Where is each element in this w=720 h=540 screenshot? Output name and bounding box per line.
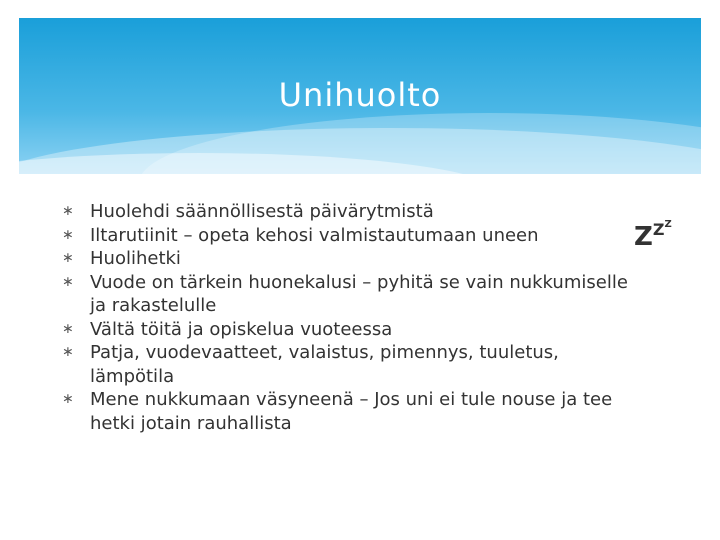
bullet-text: Huolehdi säännöllisestä päivärytmistä (90, 201, 434, 222)
bullet-text: Vuode on tärkein huonekalusi – pyhitä se vain nukkumiselle ja rakastelulle (90, 271, 628, 316)
bullet-text: Huolihetki (90, 248, 181, 269)
bullet-marker: ∗ (62, 250, 74, 266)
title-banner (19, 18, 701, 174)
list-item (62, 318, 642, 342)
list-item (62, 341, 642, 388)
bullet-marker: ∗ (62, 320, 74, 337)
bullet-text: Vältä töitä ja opiskelua vuoteessa (90, 318, 393, 340)
slide-title: Unihuolto (278, 76, 442, 114)
list-item (62, 271, 642, 318)
bullet-marker: ∗ (62, 226, 74, 243)
bullet-marker: ∗ (62, 203, 74, 219)
bullet-text: Mene nukkumaan väsyneenä – Jos uni ei tule nouse ja tee hetki jotain rauhallista (90, 389, 613, 434)
list-item (62, 200, 642, 224)
list-item (62, 224, 642, 248)
bullet-marker: ∗ (62, 391, 74, 407)
zzz-icon: $ZZ^Z$ (634, 219, 672, 252)
bullet-marker: ∗ (62, 344, 74, 360)
bullet-text: Iltarutiinit – opeta kehosi valmistautumaan uneen (90, 224, 539, 246)
list-item (62, 388, 642, 435)
list-item (62, 247, 642, 271)
bullet-list (62, 200, 642, 435)
bullet-marker: ∗ (62, 273, 74, 290)
bullet-text: Patja, vuodevaatteet, valaistus, pimennys, tuuletus, lämpötila (90, 342, 559, 387)
